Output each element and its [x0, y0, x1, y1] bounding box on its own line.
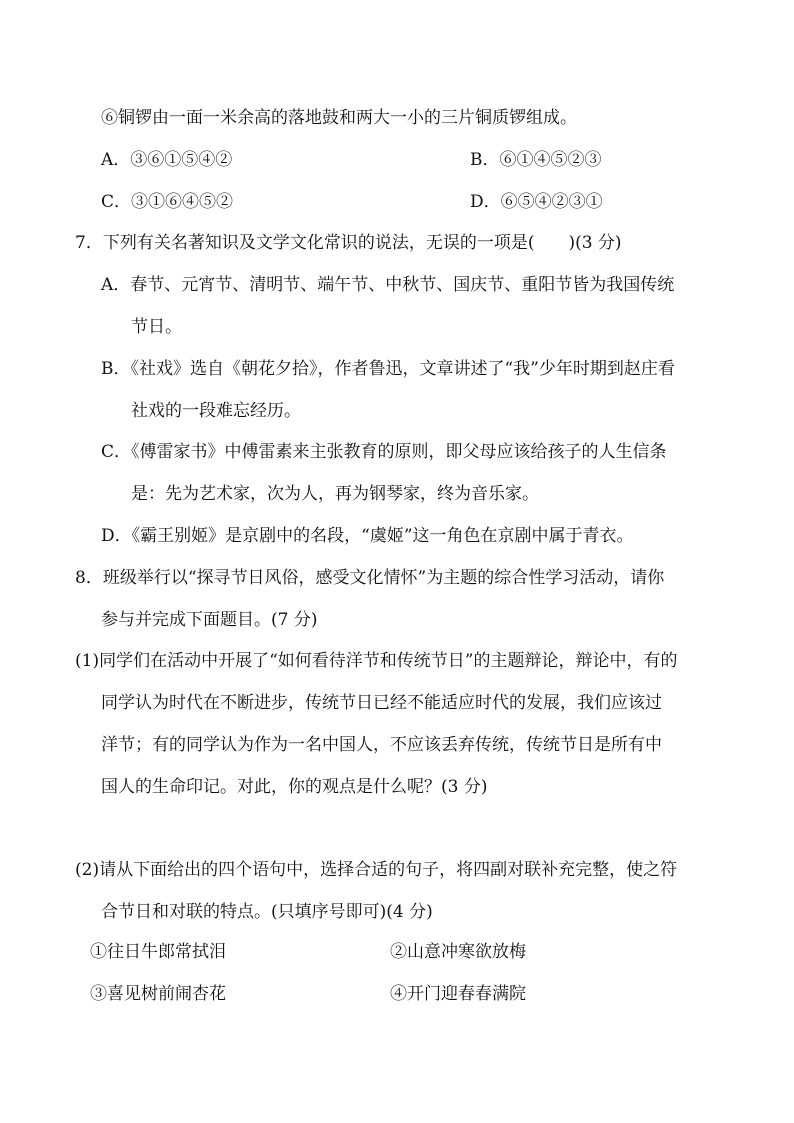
q6-item-6: ⑥铜锣由一面一米余高的落地鼓和两大一小的三片铜质锣组成。 [101, 108, 577, 128]
q6-option-b: B．⑥①④⑤②③ [470, 150, 602, 170]
q8-stem-line2: 参与并完成下面题目。(7 分) [101, 610, 318, 630]
q7-option-b-line2: 社戏的一段难忘经历。 [131, 401, 301, 421]
q7-stem: 7．下列有关名著知识及文学文化常识的说法，无误的一项是( )(3 分) [75, 233, 622, 253]
q6-option-a: A．③⑥①⑤④② [101, 150, 233, 170]
q8-sub2-line2: 合节日和对联的特点。(只填序号即可)(4 分) [101, 902, 433, 922]
q7-option-a-line1: A．春节、元宵节、清明节、端午节、中秋节、国庆节、重阳节皆为我国传统 [101, 275, 675, 295]
q8-phrase-2: ②山意冲寒欲放梅 [390, 942, 526, 962]
q7-option-c-line1: C．《傅雷家书》中傅雷素来主张教育的原则，即父母应该给孩子的人生信条 [101, 442, 667, 462]
q8-sub1-line1: (1)同学们在活动中开展了“如何看待洋节和传统节日”的主题辩论，辩论中，有的 [75, 651, 678, 671]
q8-sub1-line3: 洋节；有的同学认为作为一名中国人，不应该丢弃传统，传统节日是所有中 [101, 735, 662, 755]
q7-option-d: D．《霸王别姬》是京剧中的名段，“虞姬”这一角色在京剧中属于青衣。 [101, 526, 634, 546]
q8-sub2-line1: (2)请从下面给出的四个语句中，选择合适的句子，将四副对联补充完整，使之符 [75, 860, 678, 880]
q7-option-c-line2: 是：先为艺术家，次为人，再为钢琴家，终为音乐家。 [131, 484, 539, 504]
q7-option-b-line1: B．《社戏》选自《朝花夕拾》，作者鲁迅，文章讲述了“我”少年时期到赵庄看 [101, 359, 675, 379]
q6-option-c: C．③①⑥④⑤② [101, 192, 234, 212]
q8-sub1-line4: 国人的生命印记。对此，你的观点是什么呢？(3 分) [101, 777, 488, 797]
q6-option-d: D．⑥⑤④②③① [470, 192, 603, 212]
q8-phrase-3: ③喜见树前闹杏花 [90, 984, 226, 1004]
q7-option-a-line2: 节日。 [131, 317, 182, 337]
q8-sub1-line2: 同学认为时代在不断进步，传统节日已经不能适应时代的发展，我们应该过 [101, 693, 662, 713]
q8-phrase-4: ④开门迎春春满院 [390, 984, 526, 1004]
q8-phrase-1: ①往日牛郎常拭泪 [90, 942, 226, 962]
q8-stem-line1: 8．班级举行以“探寻节日风俗，感受文化情怀”为主题的综合性学习活动，请你 [75, 568, 665, 588]
